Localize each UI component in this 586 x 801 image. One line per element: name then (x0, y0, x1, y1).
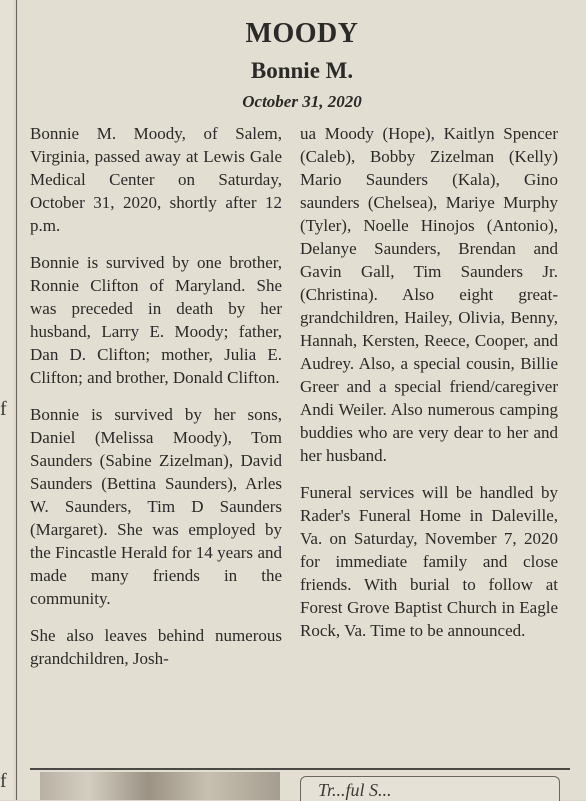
adjacent-ad-script: Tr...ful S... (318, 780, 392, 800)
obituary-article (18, 0, 586, 800)
obituary-date: October 31, 2020 (242, 92, 362, 111)
adjacent-text-fragment: f (0, 770, 7, 792)
text-column-left (30, 122, 282, 684)
adjacent-photo (40, 772, 280, 800)
adjacent-text-fragment: f (0, 398, 7, 420)
paragraph: ua Moody (Hope), Kaitlyn Spencer (Caleb), Bobby Zizelman (Kelly) Mario Saunders (Kala), Gino saunders (Chelsea), Mariye Murphy (Tyler), Noelle Hinojos (Antonio), Delanye Saunders, Brendan and Gavin Gall, Tim Saunders Jr. (Christina). Also eight great-grandchildren, Hailey, Olivia, Benny, Hannah, Kersten, Reece, Cooper, and Audrey. Also, a special cousin, Billie Greer and a special friend/caregiver Andi Weiler. Also numerous camping buddies who are very dear to her and her husband. (300, 124, 558, 465)
paragraph: Bonnie M. Moody, of Salem, Virginia, passed away at Lewis Gale Medical Center on Saturday, October 31, 2020, shortly after 12 p.m. (30, 124, 282, 235)
paragraph: Funeral services will be handled by Rader's Funeral Home in Daleville, Va. on Saturday, November 7, 2020 for immediate family and close friends. With burial to follow at Forest Grove Baptist Church in Eagle Rock, Va. Time to be announced. (300, 483, 558, 640)
adjacent-column-edge (0, 0, 14, 800)
paragraph: Bonnie is survived by her sons, Daniel (Melissa Moody), Tom Saunders (Sabine Zizelman), David Saunders (Bettina Saunders), Arles W. Saunders, Tim D Saunders (Margaret). She was employed by the Fincastle Herald for 14 years and made many friends in the community. (30, 405, 282, 608)
paragraph: She also leaves behind numerous grandchildren, Josh- (30, 626, 282, 668)
column-divider (16, 0, 17, 800)
text-column-right (300, 122, 558, 656)
obituary-surname: MOODY (245, 18, 359, 49)
obituary-given-name: Bonnie M. (250, 58, 354, 83)
section-divider (30, 768, 570, 770)
paragraph: Bonnie is survived by one brother, Ronnie Clifton of Maryland. She was preceded in death by her husband, Larry E. Moody; father, Dan D. Clifton; mother, Julia E. Clifton; and brother, Donald Clifton. (30, 253, 282, 387)
